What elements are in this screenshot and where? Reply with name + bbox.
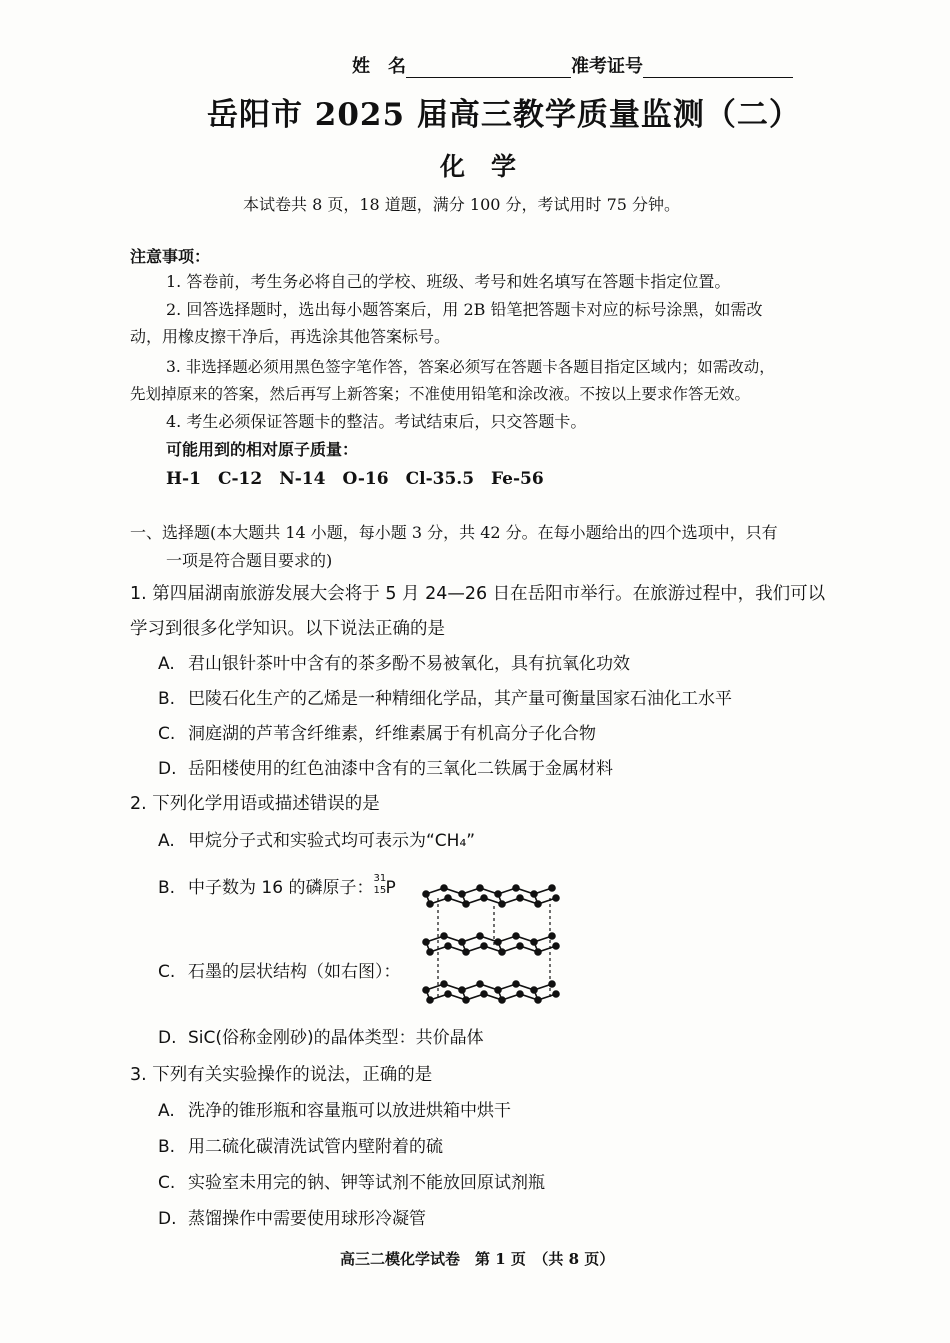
atomic-mass-heading: 可能用到的相对原子质量： — [166, 440, 359, 459]
mass-number: 31 — [373, 873, 387, 884]
q3-option-c[interactable]: C. 实验室未用完的钠、钾等试剂不能放回原试剂瓶 — [158, 1173, 545, 1193]
graphite-layer-2 — [423, 933, 559, 955]
q2-option-b[interactable]: B. 中子数为 16 的磷原子： 31 15 P — [158, 873, 396, 898]
atomic-number: 15 — [373, 885, 387, 896]
graphite-layer-1 — [423, 885, 559, 907]
q1-option-d[interactable]: D. 岳阳楼使用的红色油漆中含有的三氧化二铁属于金属材料 — [158, 759, 613, 779]
subject-title: 化学 — [440, 152, 543, 181]
name-blank[interactable] — [406, 59, 571, 78]
q1-option-c[interactable]: C. 洞庭湖的芦苇含纤维素，纤维素属于有机高分子化合物 — [158, 724, 596, 744]
q2-stem: 2. 下列化学用语或描述错误的是 — [130, 794, 380, 814]
page-footer: 高三二模化学试卷 第 1 页 （共 8 页） — [340, 1250, 615, 1268]
q2-option-a[interactable]: A. 甲烷分子式和实验式均可表示为“CH₄” — [158, 831, 476, 851]
section-1-heading-line-1: 一、选择题(本大题共 14 小题，每小题 3 分，共 42 分。在每小题给出的四个选项中，只有 — [130, 523, 778, 542]
page-title: 岳阳市 2025 届高三教学质量监测（二） — [207, 97, 801, 133]
exam-id-label: 准考证号 — [571, 56, 643, 77]
graphite-layer-3 — [423, 981, 559, 1003]
exam-info: 本试卷共 8 页，18 道题，满分 100 分，考试用时 75 分钟。 — [243, 195, 681, 214]
notice-item-2-line-2: 动，用橡皮擦干净后，再选涂其他答案标号。 — [130, 327, 451, 346]
q1-stem-line-2: 学习到很多化学知识。以下说法正确的是 — [130, 619, 445, 639]
section-1-heading-line-2: 一项是符合题目要求的) — [166, 551, 333, 570]
notice-item-4: 4. 考生必须保证答题卡的整洁。考试结束后，只交答题卡。 — [166, 412, 587, 431]
notice-item-3-line-1: 3. 非选择题必须用黑色签字笔作答，答案必须写在答题卡各题目指定区域内；如需改动， — [166, 358, 775, 376]
q3-stem: 3. 下列有关实验操作的说法，正确的是 — [130, 1065, 433, 1085]
exam-id-blank[interactable] — [643, 59, 793, 78]
graphite-structure-figure — [416, 876, 566, 1012]
q2-option-c[interactable]: C. 石墨的层状结构（如右图）： — [158, 962, 401, 982]
notice-item-2-line-1: 2. 回答选择题时，选出每小题答案后，用 2B 铅笔把答题卡对应的标号涂黑，如需改 — [166, 300, 763, 319]
notice-item-1: 1. 答卷前，考生务必将自己的学校、班级、考号和姓名填写在答题卡指定位置。 — [166, 272, 731, 291]
q1-option-a[interactable]: A. 君山银针茶叶中含有的茶多酚不易被氧化，具有抗氧化功效 — [158, 654, 630, 674]
element-symbol: P — [385, 878, 396, 898]
atomic-mass-list: H-1 C-12 N-14 O-16 Cl-35.5 Fe-56 — [166, 469, 544, 489]
isotope-notation — [373, 873, 387, 896]
q1-option-b[interactable]: B. 巴陵石化生产的乙烯是一种精细化学品，其产量可衡量国家石油化工水平 — [158, 689, 732, 709]
name-field — [352, 56, 793, 78]
notice-item-3-line-2: 先划掉原来的答案，然后再写上新答案；不准使用铅笔和涂改液。不按以上要求作答无效。 — [130, 385, 751, 403]
notice-heading: 注意事项： — [130, 247, 211, 266]
q3-option-d[interactable]: D. 蒸馏操作中需要使用球形冷凝管 — [158, 1209, 426, 1229]
q2-option-d[interactable]: D. SiC(俗称金刚砂)的晶体类型：共价晶体 — [158, 1028, 484, 1048]
q3-option-b[interactable]: B. 用二硫化碳清洗试管内壁附着的硫 — [158, 1137, 443, 1157]
q1-stem-line-1: 1. 第四届湖南旅游发展大会将于 5 月 24—26 日在岳阳市举行。在旅游过程中，我们可以 — [130, 584, 826, 604]
name-label: 姓 名 — [352, 56, 406, 77]
q3-option-a[interactable]: A. 洗净的锥形瓶和容量瓶可以放进烘箱中烘干 — [158, 1101, 511, 1121]
